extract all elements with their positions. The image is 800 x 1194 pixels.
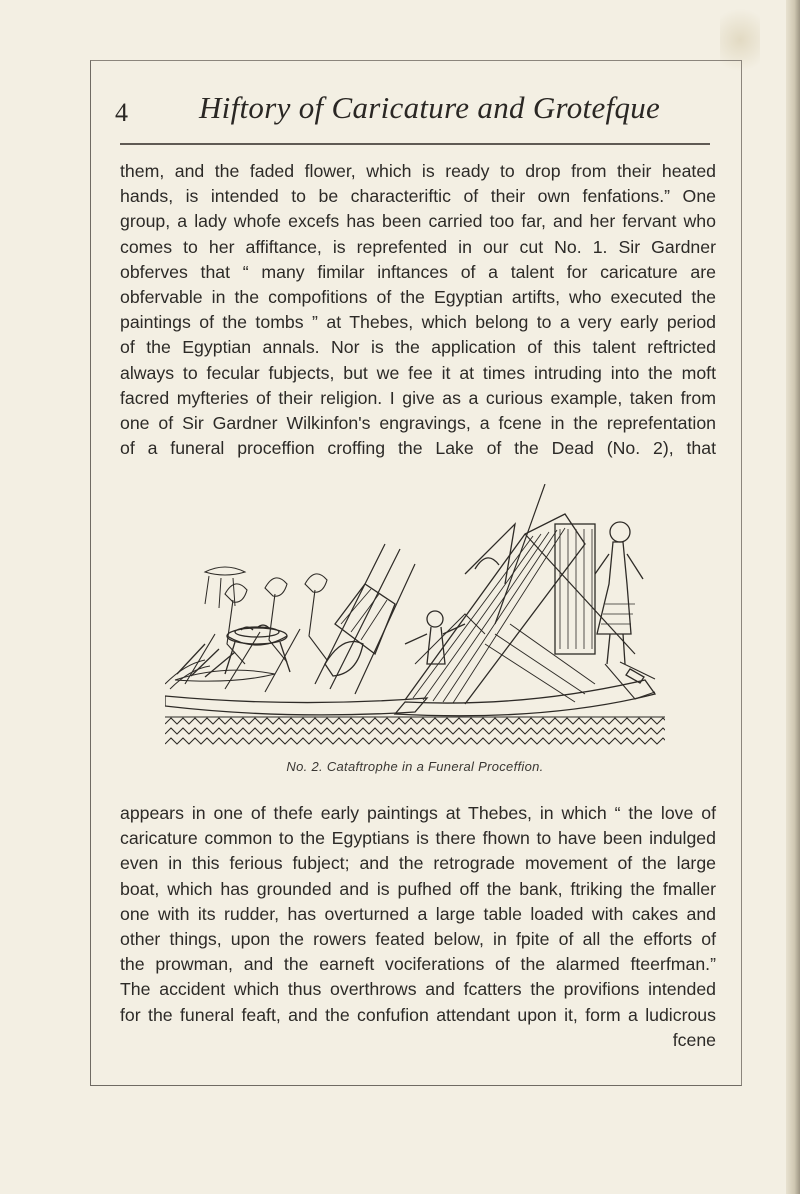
small-boat: [165, 544, 427, 715]
overturned-table: [225, 625, 290, 674]
large-boat: [395, 484, 655, 716]
running-header: [115, 86, 715, 136]
text-line: always to fecular fubjects, but we fee it at times intruding into the moft: [120, 362, 716, 383]
paper-edge: [786, 0, 800, 1194]
water-band: [165, 717, 665, 744]
text-line: hands, is intended to be characteriftic of their own fenfations.” One: [120, 186, 716, 207]
text-line: obferves that “ many fimilar inftances of a talent for caricature are: [120, 261, 716, 282]
page-number: 4: [115, 98, 128, 127]
text-line: appears in one of thefe early paintings at Thebes, in which “ the love of: [120, 803, 716, 823]
text-line: obfervable in the compofitions of the Egyptian artifts, who executed the: [120, 287, 716, 308]
body-text-lower: [120, 801, 716, 1053]
funeral-procession-engraving: [165, 484, 665, 756]
text-line: them, and the faded flower, which is ready to drop from their heated: [120, 161, 716, 181]
running-title: Hiftory of Caricature and Grotefque: [199, 90, 661, 125]
text-line: of the Egyptian annals. Nor is the application of this talent reftricted: [120, 337, 716, 358]
text-line: The accident which thus overthrows and fcatters the provifions intended: [120, 979, 716, 1000]
text-line: comes to her affiftance, is reprefented in our cut No. 1. Sir Gardner: [120, 236, 716, 257]
text-line: caricature common to the Egyptians is there fhown to have been indulged: [120, 828, 716, 849]
text-line: one with its rudder, has overturned a large table loaded with cakes and: [120, 903, 716, 924]
header-rule: [120, 143, 710, 145]
text-line: of a funeral proceffion croffing the Lake of the Dead (No. 2), that: [120, 438, 716, 459]
text-line: boat, which has grounded and is pufhed off the bank, ftriking the fmaller: [120, 878, 716, 899]
text-line: for the funeral feaft, and the confufion attendant upon it, form a ludicrous: [120, 1004, 716, 1025]
text-line: one of Sir Gardner Wilkinfon's engravings, a fcene in the reprefentation: [120, 413, 716, 434]
text-line: group, a lady whofe excefs has been carried too far, and her fervant who: [120, 211, 716, 232]
figure-caption: No. 2. Cataftrophe in a Funeral Proceffion.: [286, 759, 544, 774]
text-line: paintings of the tombs ” at Thebes, which belong to a very early period: [120, 312, 716, 333]
prowman: [405, 611, 465, 664]
body-text-upper: [120, 159, 716, 461]
text-line: even in this ferious fubject; and the retrograde movement of the large: [120, 853, 716, 874]
catchword: fcene: [672, 1029, 716, 1050]
text-line: the prowman, and the earneft vociferations of the alarmed fteerfman.”: [120, 954, 716, 975]
text-line: facred myfteries of their religion. I give as a curious example, taken from: [120, 387, 716, 408]
text-line: other things, upon the rowers feated below, in fpite of all the efforts of: [120, 929, 716, 950]
standing-figure: [595, 522, 643, 664]
